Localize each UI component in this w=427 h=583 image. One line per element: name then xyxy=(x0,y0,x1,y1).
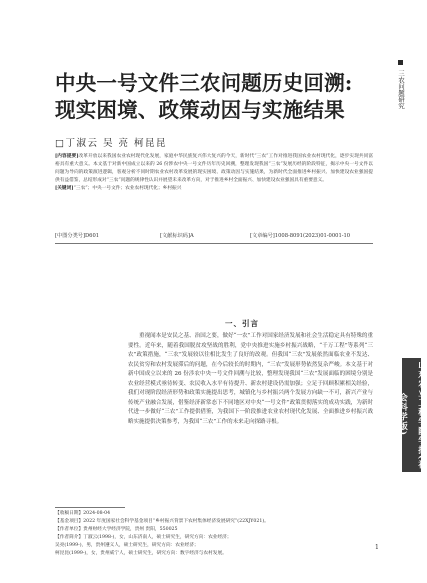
footnote-divider xyxy=(55,507,125,508)
abstract-tag: [内容提要] xyxy=(55,154,79,159)
introduction-body xyxy=(128,332,373,427)
title-line-1: 中央一号文件三农问题历史回溯: xyxy=(55,71,353,95)
footnote-author-3: 柯昆昆(1999-)，女，贵州威宁人，硕士研究生，研究方向：数字经济与农村发展。 xyxy=(55,550,227,556)
introduction-paragraph: 重视闻本是安民之基、治国之要，做好“一农”工作对国家经济发展和社会生活稳定具有特殊的重要性。近年来，随着我国脱贫攻坚战的胜利，党中央推进实施乡村振兴战略，“千万工程”等系列“三农”政策措施，“三农”发展较以往相比发生了良好的改观。但我国“三农”发展依然面临农业不发达、农民贫穷和农村发展滞后的问题，在今后较长的时期内，“三农”发展形势依然复杂严峻。本文基于对新中国成立以来的 26 份涉农中央一号文件回溯与比较，整理发现我国“三农”发展面临的困境分别是农业经营模式亟待转变、农民收入水平有待提升、新农村建设仍需加强；立足于回顾积累相关经验，我们对现阶段经济形势和政策实施提出思考，城镇化与乡村振兴两个发展方向缺一不可，新兴产业与传统产业融合发展，借鉴经济新常态下不同地区对中央“一号文件”政策贯彻落实的成功实践，为新时代进一步做好“三农”工作提供借鉴，为我国下一阶段推进农业农村现代化发展、全面推进乡村振兴战略实施提供决策参考，为我国“三农”工作的未来走向探路寻根。 xyxy=(128,333,373,425)
side-section-label: 三农问题研究 xyxy=(397,70,405,109)
article-title xyxy=(55,70,385,124)
author-list: □丁淑云 吴 亮 柯昆昆 xyxy=(55,138,168,149)
clc-number: [中图分类号]D601 xyxy=(55,233,100,239)
article-id: [文章编号]1008-8091(2023)01-0001-10 xyxy=(250,233,351,239)
document-code: [文献标识码]A xyxy=(160,233,194,239)
journal-side-tab: 山东农业工程学院学报(社会科学版) xyxy=(402,358,421,472)
section-heading: 一、引言 xyxy=(225,319,259,328)
footnote-author-2: 吴亮(1999-)，男，贵州遵义人，硕士研究生，研究方向：农业经济； xyxy=(55,542,199,548)
section-marker-square xyxy=(398,60,403,65)
footnote-fund: 【基金项目】2022 年度国家社会科学基金项目“乡村振兴背景下农村集体经济发展研究”(22XJY021)。 xyxy=(55,518,269,524)
abstract-text: 改革开放以来我国农业农村现代化发展，家庭中华民族复兴伟大复兴的今天，新时代“三农”工作对推进我国农业农村现代化，逐步实现共同富裕具有重大意义。本文基于对新中国成立以来的 26 份涉农中央一号文件历年历史回溯，整理发现我国“三农”发展历经的阶段特征，揭示中央一号文件以问题为导向的政策演进逻辑，客观分析不同时期农业农村改革发展的现实困境、政策动因与实施结果，为新时代全面推进乡村振兴、加快建设农业强国提供有益借鉴，总结形成对“三农”问题的规律性认识并展望未来改革方向，对于推进乡村全面振兴、加快建设农业强国具有重要意义。 xyxy=(55,154,374,184)
footnote-received: 【收稿日期】2024-08-04 xyxy=(55,511,111,516)
header-divider xyxy=(55,243,373,244)
abstract-block xyxy=(55,153,373,193)
keywords-tag: [关键词] xyxy=(55,186,74,192)
page-number: 1 xyxy=(375,544,379,551)
footnote-affiliation: 【作者单位】贵州财经大学经济学院，贵州 贵阳，550025 xyxy=(55,526,178,532)
footnotes xyxy=(55,510,373,557)
keywords-text: “三农”；中央一号文件；农业农村现代化；乡村振兴 xyxy=(73,186,182,192)
title-line-2: 现实困境、政策动因与实施结果 xyxy=(55,98,345,122)
footnote-author-1: 【作者简介】丁淑云(1998-)，女，山东济南人，硕士研究生，研究方向：农业经济； xyxy=(55,534,232,540)
